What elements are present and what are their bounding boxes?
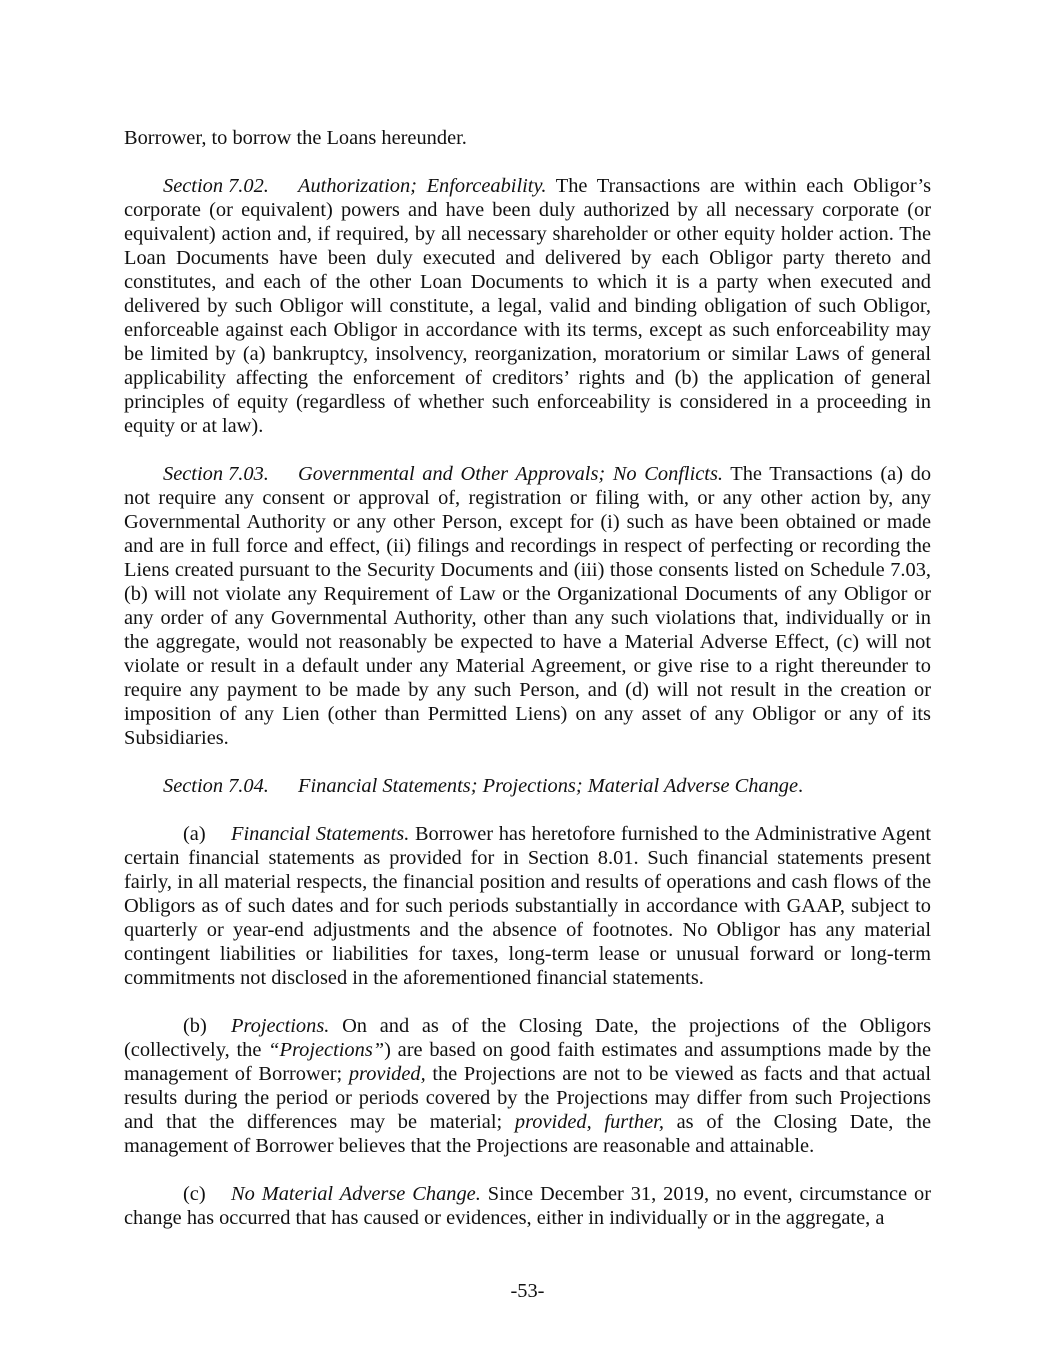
section-7-03 [124, 462, 931, 750]
subsection-heading: No Material Adverse Change. [231, 1183, 481, 1205]
subsection-label: (b) [183, 1015, 207, 1037]
body-run: the Projections are not to be viewed as facts and that actual results during the period or periods covered by the Projections may differ from such Projections and that the differences may be material; [124, 1063, 931, 1133]
section-heading: Financial Statements; Projections; Material Adverse Change [298, 775, 799, 797]
body-run: ) are based on good faith estimates and assumptions made by the management of Borrower; [124, 1039, 931, 1085]
subsection-c [124, 1182, 931, 1230]
section-label: Section 7.04. [163, 775, 269, 797]
section-body: The Transactions are within each Obligor’s corporate (or equivalent) powers and have been duly authorized by all necessary corporate (or equivalent) action and, if required, by all necessary shareholder or other equity holder action. The Loan Documents have been duly executed and delivered by each Obligor party thereto and constitutes, and each of the other Loan Documents to which it is a party when executed and delivered by such Obligor will constitute, a legal, valid and binding obligation of such Obligor, enforceable against each Obligor in accordance with its terms, except as such enforceability may be limited by (a) bankruptcy, insolvency, reorganization, moratorium or similar Laws of general applicability affecting the enforcement of creditors’ rights and (b) the application of general principles of equity (regardless of whether such enforceability is considered in a proceeding in equity or at law). [124, 175, 931, 437]
subsection-heading: Financial Statements. [231, 823, 410, 845]
subsection-body: Since December 31, 2019, no event, circumstance or change has occurred that has caused or evidences, either in individually or in the aggregate, a [124, 1183, 932, 1229]
page-number: -53- [510, 1280, 545, 1302]
paragraph-continuation: Borrower, to borrow the Loans hereunder. [124, 127, 467, 149]
section-heading: Authorization; Enforceability. [298, 175, 547, 197]
section-heading: Governmental and Other Approvals; No Conflicts. [298, 463, 724, 485]
section-heading-period: . [798, 775, 804, 797]
body-run: On and as of the Closing Date, the projections of the Obligors (collectively, the [124, 1015, 931, 1061]
section-7-02 [124, 174, 931, 438]
section-body: The Transactions (a) do not require any consent or approval of, registration or filing with, or any other action by, any Governmental Authority or any other Person, except for (i) such as have been obtained or made and are in full force and effect, (ii) filings and recordings in respect of perfecting or recording the Liens created pursuant to the Security Documents and (iii) those consents listed on Schedule 7.03, (b) will not violate any Requirement of Law or the Organizational Documents of any Obligor or any order of any Governmental Authority, other than any such violations that, individually or in the aggregate, would not reasonably be expected to have a Material Adverse Effect, (c) will not violate or result in a default under any Material Agreement, or give rise to a right thereunder to require any payment to be made by any such Person, and (d) will not result in the creation or imposition of any Lien (other than Permitted Liens) on any asset of any Obligor or any of its Subsidiaries. [124, 463, 932, 749]
subsection-b [124, 1014, 931, 1158]
subsection-heading: Projections. [231, 1015, 330, 1037]
document-page [124, 126, 931, 1254]
subsection-body: Borrower has heretofore furnished to the Administrative Agent certain financial statements as provided for in Section 8.01. Such financial statements present fairly, in all material respects, the financial position and results of operations and cash flows of the Obligors as of such dates and for such periods substantially in accordance with GAAP, subject to quarterly or year-end adjustments and the absence of footnotes. No Obligor has any material contingent liabilities or liabilities for taxes, long-term lease or unusual forward or long-term commitments not disclosed in the aforementioned financial statements. [124, 823, 932, 989]
section-label: Section 7.03. [163, 463, 269, 485]
defined-term: “Projections” [268, 1039, 385, 1061]
subsection-a [124, 822, 931, 990]
section-7-04 [124, 774, 931, 798]
body-run: as of the Closing Date, the management of Borrower believes that the Projections are reasonable and attainable. [124, 1111, 932, 1157]
section-label: Section 7.02. [163, 175, 269, 197]
proviso: provided, further, [514, 1111, 664, 1133]
subsection-label: (c) [183, 1183, 206, 1205]
subsection-label: (a) [183, 823, 206, 845]
proviso: provided, [348, 1063, 426, 1085]
